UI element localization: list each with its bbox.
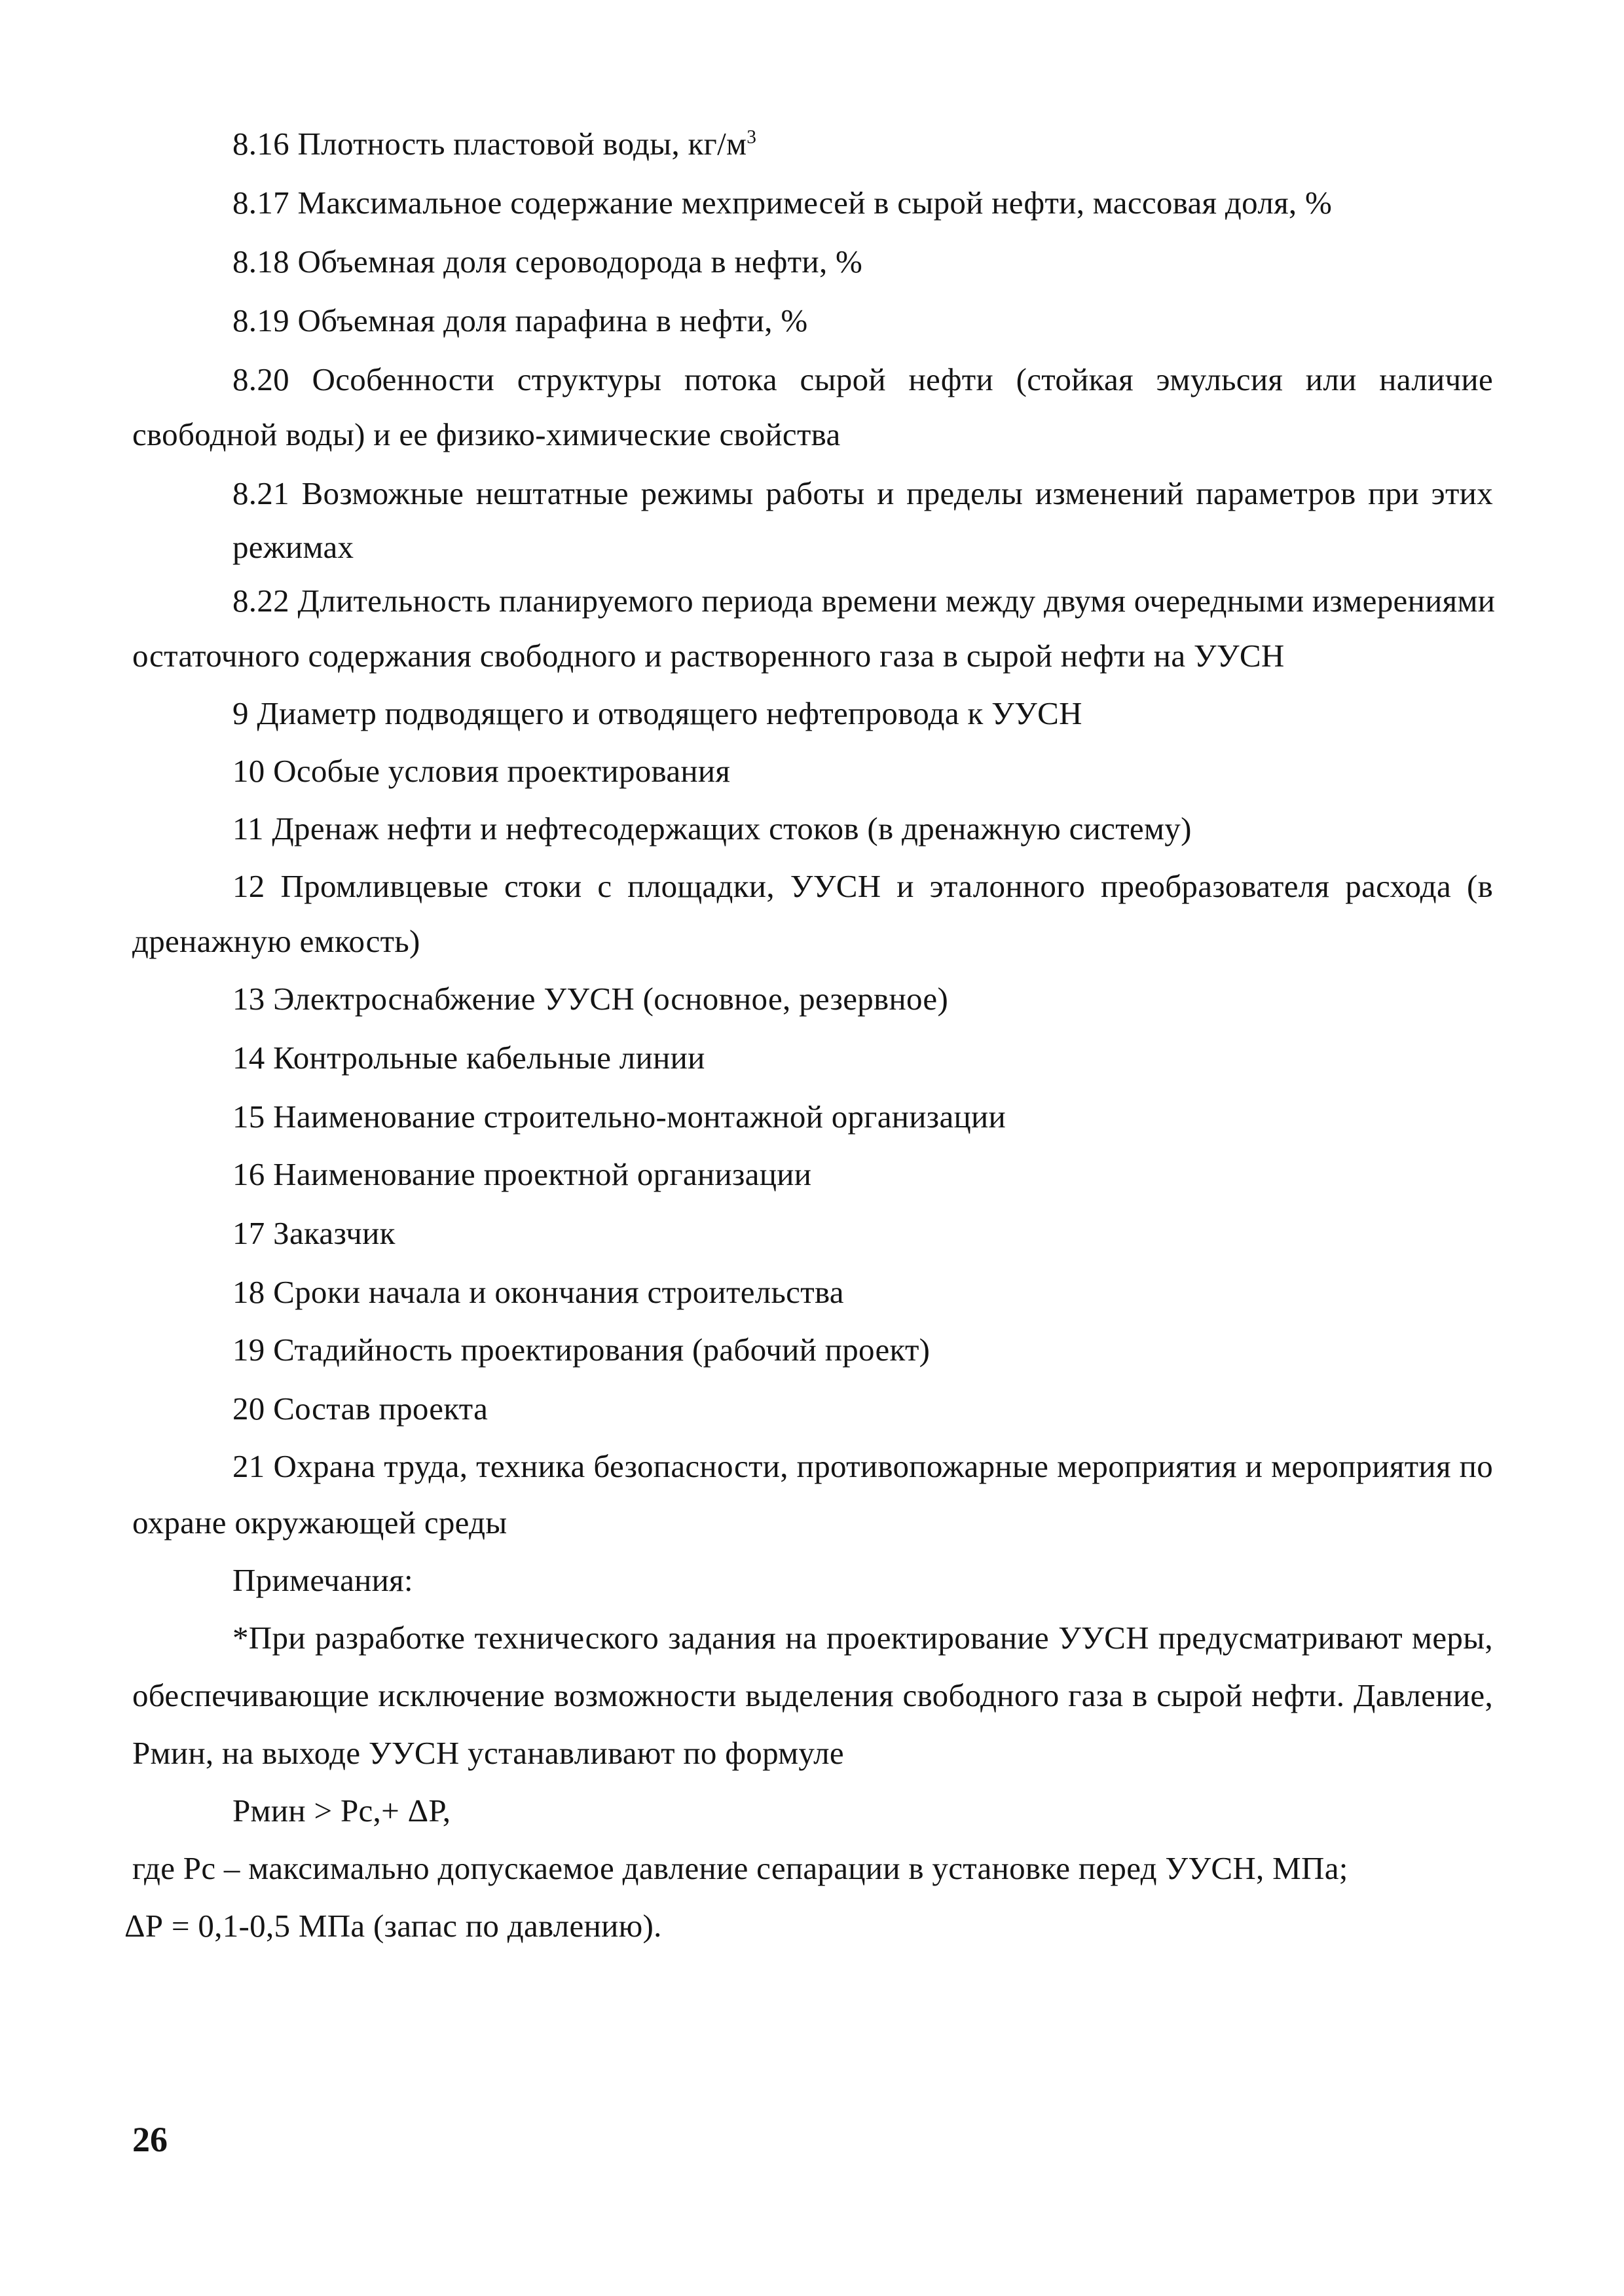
- item-20: 20 Состав проекта: [232, 1391, 489, 1427]
- item-11: 11 Дренаж нефти и нефтесодержащих стоков (в дренажную систему): [232, 811, 1192, 847]
- item-19: 19 Стадийность проектирования (рабочий проект): [232, 1332, 931, 1368]
- note-line1: *При разработке технического задания на проектирование УУСН предусматривают меры,: [232, 1620, 1493, 1656]
- item-8-20-line1: 8.20 Особенности структуры потока сырой нефти (стойкая эмульсия или наличие: [232, 361, 1493, 397]
- where-line: где Рс – максимально допускаемое давление сепарации в установке перед УУСН, МПа;: [132, 1850, 1348, 1886]
- item-21-line2: охране окружающей среды: [132, 1504, 507, 1540]
- item-8-22-line1: 8.22 Длительность планируемого периода времени между двумя очередными измерениями: [232, 583, 1496, 619]
- item-9: 9 Диаметр подводящего и отводящего нефтепровода к УУСН: [232, 695, 1082, 731]
- item-14: 14 Контрольные кабельные линии: [232, 1040, 705, 1076]
- item-12-line1: 12 Промливцевые стоки с площадки, УУСН и эталонного преобразователя расхода (в: [232, 868, 1493, 904]
- page-number: 26: [132, 2120, 168, 2159]
- item-18: 18 Сроки начала и окончания строительства: [232, 1274, 844, 1310]
- item-16: 16 Наименование проектной организации: [232, 1156, 812, 1192]
- item-8-22-line2: остаточного содержания свободного и растворенного газа в сырой нефти на УУСН: [132, 638, 1285, 674]
- item-8-17: 8.17 Максимальное содержание мехпримесей в сырой нефти, массовая доля, %: [232, 185, 1333, 221]
- formula: Рмин > Рс,+ ΔР,: [232, 1793, 451, 1829]
- item-8-16: [232, 124, 756, 164]
- notes-heading: Примечания:: [232, 1562, 413, 1598]
- item-13: 13 Электроснабжение УУСН (основное, резервное): [232, 981, 949, 1017]
- item-8-16-text: 8.16 Плотность пластовой воды, кг/м: [232, 126, 747, 162]
- item-8-21-line2: режимах: [232, 529, 354, 565]
- item-8-20-line2: свободной воды) и ее физико-химические свойства: [132, 416, 841, 452]
- item-8-18: 8.18 Объемная доля сероводорода в нефти, %: [232, 244, 863, 280]
- delta-line: ΔР = 0,1-0,5 МПа (запас по давлению).: [124, 1908, 662, 1944]
- item-8-21-line1: 8.21 Возможные нештатные режимы работы и пределы изменений параметров при этих: [232, 475, 1493, 511]
- item-17: 17 Заказчик: [232, 1215, 396, 1251]
- note-line3: Рмин, на выходе УУСН устанавливают по формуле: [132, 1735, 844, 1771]
- item-8-19: 8.19 Объемная доля парафина в нефти, %: [232, 302, 808, 338]
- item-21-line1: 21 Охрана труда, техника безопасности, противопожарные мероприятия и мероприятия по: [232, 1448, 1493, 1484]
- item-12-line2: дренажную емкость): [132, 923, 420, 959]
- superscript: 3: [747, 126, 757, 148]
- item-15: 15 Наименование строительно-монтажной организации: [232, 1099, 1006, 1135]
- item-10: 10 Особые условия проектирования: [232, 753, 731, 789]
- note-line2: обеспечивающие исключение возможности выделения свободного газа в сырой нефти. Давление,: [132, 1677, 1493, 1713]
